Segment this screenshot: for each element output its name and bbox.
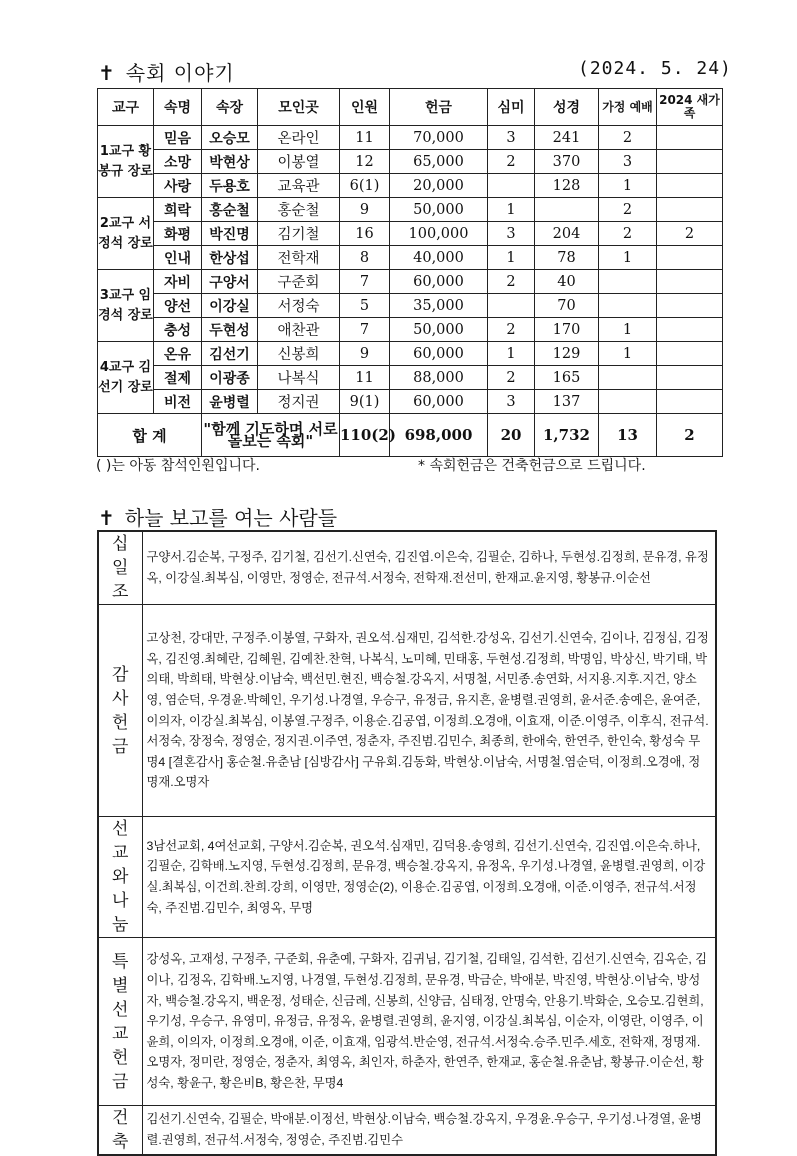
cell-value: 3 <box>488 390 535 414</box>
total-family: 13 <box>599 414 657 457</box>
offering-row <box>98 938 716 1106</box>
offering-category: 건 축 <box>98 1106 142 1156</box>
cell-value: 6(1) <box>340 174 390 198</box>
cell-value <box>657 318 723 342</box>
col-header: 교구 <box>98 89 154 126</box>
cell-value: 7 <box>340 270 390 294</box>
cell-value: 나복식 <box>258 366 340 390</box>
cell-name: 한상섭 <box>202 246 258 270</box>
cell-value: 65,000 <box>390 150 488 174</box>
cell-value: 40 <box>535 270 599 294</box>
cell-value: 7 <box>340 318 390 342</box>
cell-value: 60,000 <box>390 342 488 366</box>
cell-value: 2 <box>488 366 535 390</box>
cell-value: 9(1) <box>340 390 390 414</box>
col-header: 속명 <box>154 89 202 126</box>
cell-value: 241 <box>535 126 599 150</box>
cross-icon: ✝ <box>98 506 115 530</box>
table-row <box>98 294 723 318</box>
cell-value: 신봉희 <box>258 342 340 366</box>
cell-value <box>657 270 723 294</box>
cell-value: 88,000 <box>390 366 488 390</box>
cell-value <box>657 246 723 270</box>
cell-value: 9 <box>340 342 390 366</box>
offering-category: 십 일 조 <box>98 531 142 605</box>
table-row <box>98 174 723 198</box>
cell-value: 170 <box>535 318 599 342</box>
cross-icon: ✝ <box>98 61 116 85</box>
cell-value: 서정숙 <box>258 294 340 318</box>
cell-value <box>657 174 723 198</box>
cell-value: 정지권 <box>258 390 340 414</box>
section-title-2: ✝ 하늘 보고를 여는 사람들 <box>98 506 338 530</box>
cell-value: 김기철 <box>258 222 340 246</box>
cell-value: 9 <box>340 198 390 222</box>
col-header: 2024 새가족 <box>657 89 723 126</box>
total-newfam: 2 <box>657 414 723 457</box>
cell-value: 40,000 <box>390 246 488 270</box>
cell-name: 소망 <box>154 150 202 174</box>
cell-name: 화평 <box>154 222 202 246</box>
cell-value: 16 <box>340 222 390 246</box>
cell-value: 1 <box>599 174 657 198</box>
cell-name: 자비 <box>154 270 202 294</box>
cell-name: 박진명 <box>202 222 258 246</box>
cell-value: 60,000 <box>390 270 488 294</box>
cell-value <box>488 294 535 318</box>
cell-value: 165 <box>535 366 599 390</box>
cell-name: 사랑 <box>154 174 202 198</box>
cell-value: 3 <box>599 150 657 174</box>
cell-value: 애찬관 <box>258 318 340 342</box>
district-label: 2교구 서정석 장로 <box>98 198 154 270</box>
cell-name: 박현상 <box>202 150 258 174</box>
cell-value: 129 <box>535 342 599 366</box>
col-header: 심미 <box>488 89 535 126</box>
cell-name: 두현성 <box>202 318 258 342</box>
cell-name: 양선 <box>154 294 202 318</box>
cell-name: 이강실 <box>202 294 258 318</box>
offering-category: 선 교 와 나 눔 <box>98 817 142 938</box>
cell-value: 8 <box>340 246 390 270</box>
cell-value <box>657 294 723 318</box>
cell-value: 11 <box>340 126 390 150</box>
cell-value: 1 <box>488 342 535 366</box>
cell-value: 1 <box>599 246 657 270</box>
cell-value: 70,000 <box>390 126 488 150</box>
cell-value: 1 <box>488 198 535 222</box>
cell-value: 2 <box>657 222 723 246</box>
offering-names: 고상천, 강대만, 구정주.이봉열, 구화자, 권오석.심재민, 김석한.강성옥, 김선기.신연숙, 김이나, 김정심, 김정옥, 김진영.최혜란, 김혜원, 김예찬.찬혁, 나복식, 노미혜, 민태홍, 두현성.김정희, 박명임, 박상신, 박기태, 박의태, 박희태, 박현상.이남숙, 백선민.현진, 백승철.강옥지, 서명철, 서민종.송연화, 서지용.지후.지건, 양소영, 염순덕, 우경윤.박혜인, 우기성.나경열, 우승구, 유정금, 유지흔, 윤병렬.권영희, 윤서준.송예은, 윤여준, 이의자, 이강실.최복심, 이봉열.구정주, 이용순.김공엽, 이정희.오경애, 이효재, 이준.이영주, 이후식, 전규석.서정숙, 장정숙, 정영순, 정지권.이주연, 정춘자, 주진범.김민수, 최종희, 한애숙, 한연주, 한인숙, 황성숙 무명4 [결혼감사] 홍순철.유춘남 [심방감사] 구유회.김동화, 박현상.이남숙, 서명철.염순덕, 이정희.오경애, 정명재.오명자 <box>142 605 716 817</box>
cell-name: 오승모 <box>202 126 258 150</box>
cell-name: 믿음 <box>154 126 202 150</box>
table-row <box>98 246 723 270</box>
cell-value <box>488 174 535 198</box>
total-label: 합 계 <box>98 414 202 457</box>
cell-value: 2 <box>599 126 657 150</box>
cell-value <box>657 126 723 150</box>
table-row <box>98 342 723 366</box>
cell-name: 비전 <box>154 390 202 414</box>
cell-value: 2 <box>599 222 657 246</box>
offering-names: 구양서.김순복, 구정주, 김기철, 김선기.신연숙, 김진엽.이은숙, 김필순, 김하나, 두현성.김정희, 문유경, 유정옥, 이강실.최복심, 이영만, 정영순, 전규석.서정숙, 전학재.전선미, 한재교.윤지영, 황봉규.이순선 <box>142 531 716 605</box>
cell-value <box>535 198 599 222</box>
col-header: 모인곳 <box>258 89 340 126</box>
cell-value: 60,000 <box>390 390 488 414</box>
col-header: 속장 <box>202 89 258 126</box>
table-row <box>98 126 723 150</box>
table-row <box>98 366 723 390</box>
cell-value: 5 <box>340 294 390 318</box>
cell-name: 홍순철 <box>202 198 258 222</box>
cell-value: 2 <box>488 318 535 342</box>
cell-value: 35,000 <box>390 294 488 318</box>
cell-value: 이봉열 <box>258 150 340 174</box>
cell-value: 1 <box>488 246 535 270</box>
cell-value: 50,000 <box>390 198 488 222</box>
cell-value: 전학재 <box>258 246 340 270</box>
cell-value: 50,000 <box>390 318 488 342</box>
cell-name: 두용호 <box>202 174 258 198</box>
offering-row <box>98 531 716 605</box>
offering-names: 강성옥, 고재성, 구정주, 구준회, 유춘예, 구화자, 김귀님, 김기철, 김태일, 김석한, 김선기.신연숙, 김옥순, 김이나, 김정옥, 김학배.노지영, 나경열, 두현성.김정희, 문유경, 박금순, 박애분, 박진영, 박현상.이남숙, 방성자, 백승철.강옥지, 백운정, 성태순, 신금례, 신봉희, 신양금, 심태정, 안명숙, 안용기.박화순, 오승모.김현희, 우기성, 우승구, 유영미, 유정금, 유정옥, 윤병렬.권영희, 윤지영, 이강실.최복심, 이순자, 이영란, 이영주, 이윤희, 이의자, 이정희.오경애, 이준, 이효재, 임광석.반순영, 전규석.서정숙.승주.민주.세호, 전학재, 정명재.오명자, 정미란, 정영순, 정춘자, 최영옥, 최인자, 하춘자, 한연주, 한재교, 홍순철.유춘남, 황봉규.이순선, 황성숙, 황윤구, 황은비B, 황은찬, 무명4 <box>142 938 716 1106</box>
col-header: 헌금 <box>390 89 488 126</box>
cell-name: 희락 <box>154 198 202 222</box>
cell-value: 128 <box>535 174 599 198</box>
cell-name: 구양서 <box>202 270 258 294</box>
cell-value: 100,000 <box>390 222 488 246</box>
cell-value: 2 <box>488 270 535 294</box>
cell-value: 3 <box>488 222 535 246</box>
offering-row <box>98 817 716 938</box>
table-row <box>98 222 723 246</box>
cell-name: 온유 <box>154 342 202 366</box>
section-title-1: ✝ 속회 이야기 <box>98 61 235 85</box>
district-label: 3교구 임경석 장로 <box>98 270 154 342</box>
district-label: 4교구 김선기 장로 <box>98 342 154 414</box>
cell-value: 온라인 <box>258 126 340 150</box>
cell-value <box>657 198 723 222</box>
offering-names: 3남선교회, 4여선교회, 구양서.김순복, 권오석.심재민, 김덕용.송영희, 김선기.신연숙, 김진엽.이은숙.하나, 김필순, 김학배.노지영, 두현성.김정희, 문유경, 백승철.강옥지, 유정옥, 우기성.나경열, 윤병렬.권영희, 이강실.최복심, 이건희.찬희.강희, 이영만, 정영순(2), 이용순.김공엽, 이정희.오경애, 이준.이영주, 전규석.서정숙, 주진범.김민수, 최영옥, 무명 <box>142 817 716 938</box>
table-row <box>98 318 723 342</box>
cell-name: 윤병렬 <box>202 390 258 414</box>
cell-name: 인내 <box>154 246 202 270</box>
cell-value: 교육관 <box>258 174 340 198</box>
cell-value <box>657 342 723 366</box>
note-offering: * 속회헌금은 건축헌금으로 드립니다. <box>418 458 646 474</box>
col-header: 인원 <box>340 89 390 126</box>
district-label: 1교구 황봉규 장로 <box>98 126 154 198</box>
table-row <box>98 270 723 294</box>
cell-value <box>599 366 657 390</box>
cell-value: 구준회 <box>258 270 340 294</box>
cell-group-table <box>97 88 723 457</box>
cell-value: 11 <box>340 366 390 390</box>
offering-table <box>97 530 717 1156</box>
table-row <box>98 198 723 222</box>
note-children: ( )는 아동 참석인원입니다. <box>96 458 260 474</box>
cell-value: 12 <box>340 150 390 174</box>
report-date: (2024. 5. 24) <box>578 58 732 79</box>
cell-value <box>657 150 723 174</box>
table-header-row <box>98 89 723 126</box>
total-simmi: 20 <box>488 414 535 457</box>
cell-value <box>599 390 657 414</box>
cell-value <box>657 390 723 414</box>
cell-value: 70 <box>535 294 599 318</box>
offering-row <box>98 605 716 817</box>
cell-name: 절제 <box>154 366 202 390</box>
cell-value: 3 <box>488 126 535 150</box>
cell-value: 370 <box>535 150 599 174</box>
cell-name: 김선기 <box>202 342 258 366</box>
total-row <box>98 414 723 457</box>
cell-value <box>657 366 723 390</box>
table-row <box>98 150 723 174</box>
total-offering: 698,000 <box>390 414 488 457</box>
total-bible: 1,732 <box>535 414 599 457</box>
cell-value <box>599 270 657 294</box>
cell-value <box>599 294 657 318</box>
total-motto: "함께 기도하며 서로 돌보는 속회" <box>202 414 340 457</box>
table-row <box>98 390 723 414</box>
total-people: 110(2) <box>340 414 390 457</box>
cell-value: 1 <box>599 342 657 366</box>
offering-names: 김선기.신연숙, 김필순, 박애분.이정선, 박현상.이남숙, 백승철.강옥지, 우경윤.우승구, 우기성.나경열, 윤병렬.권영희, 전규석.서정숙, 정영순, 주진범.김민수 <box>142 1106 716 1156</box>
col-header: 가정 예배 <box>599 89 657 126</box>
cell-value: 78 <box>535 246 599 270</box>
cell-value: 2 <box>488 150 535 174</box>
cell-value: 홍순철 <box>258 198 340 222</box>
cell-value: 2 <box>599 198 657 222</box>
cell-name: 이광종 <box>202 366 258 390</box>
offering-row <box>98 1106 716 1156</box>
offering-category: 특 별 선 교 헌 금 <box>98 938 142 1106</box>
offering-category: 감 사 헌 금 <box>98 605 142 817</box>
cell-value: 137 <box>535 390 599 414</box>
cell-value: 20,000 <box>390 174 488 198</box>
cell-value: 1 <box>599 318 657 342</box>
cell-name: 충성 <box>154 318 202 342</box>
cell-value: 204 <box>535 222 599 246</box>
col-header: 성경 <box>535 89 599 126</box>
